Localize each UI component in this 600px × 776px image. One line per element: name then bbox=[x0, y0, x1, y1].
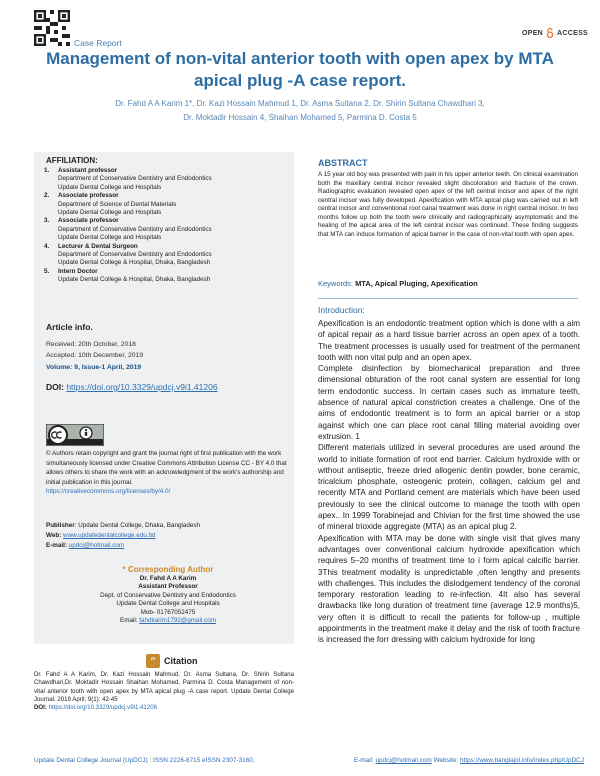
doi-link[interactable]: https://doi.org/10.3329/updcj.v9i1.41206 bbox=[66, 382, 218, 392]
citation-block bbox=[34, 671, 294, 712]
intro-paragraph: Complete disinfection by biomechanical preparation and three dimensional obturation of the root canal system are essential for long term endodontic success. In certain cases such as immature teeth, absence of natural apical constriction creates a challenge. One of the aims of endodontic treatment is to form an apical barrier or a stop against which one can place root canal filling material avoiding over extrusion. 1 bbox=[318, 364, 580, 441]
email-label: E-mail bbox=[46, 542, 65, 549]
author-list bbox=[110, 97, 490, 125]
citation-head: Citation bbox=[164, 656, 198, 666]
publisher-block: Publisher: Update Dental College, Dhaka, Bangladesh Web: www.updatedentalcollege.edu.bd E-mail: updcj@hotmail.com bbox=[46, 522, 201, 549]
doi-line bbox=[46, 382, 218, 392]
open-access-left: OPEN bbox=[522, 29, 544, 37]
publisher-email-link[interactable]: updcj@hotmail.com bbox=[68, 542, 125, 549]
open-access-badge bbox=[522, 28, 588, 38]
footer-email-link[interactable]: updcj@hotmail.com bbox=[375, 757, 432, 764]
introduction-head: Introduction: bbox=[318, 305, 365, 315]
article-info-title: Article info. bbox=[46, 322, 93, 332]
corr-email-label: Email: bbox=[120, 617, 140, 624]
copyright-notice bbox=[46, 449, 290, 497]
intro-paragraph: Different materials utilized in several procedures are used around the world to initiate formation of root end barrier. Calcium hydroxide with or without antiseptic, freeze dried allogenic dentin powder, bone ceramic, tricalcium phosphate, osteogenic protein, collagen, calcium gel and recently MTA and Portland cement are materials which have been used previously to see the clinical outcome to manage the tooth with open apex.. In 1999 Torabinejad and Chivian for the first time showed the use of mineral trioxide aggregate (MTA) as an apical plug 2. bbox=[318, 443, 580, 532]
intro-paragraph: Apexification is an endodontic treatment option which is done with a aim of apical repair as a hard tissue barrier across an open apex of a tooth. The treatment processes is usually used for treatment of the permanent tooth with non vital pulp and an open apex. bbox=[318, 319, 580, 362]
article-dates bbox=[46, 339, 143, 361]
license-link[interactable]: https://creativecommons.org/licenses/by/4.0/ bbox=[46, 488, 171, 495]
corresponding-author bbox=[46, 566, 290, 626]
paper-title: Management of non-vital anterior tooth with open apex by MTA apical plug -A case report. bbox=[46, 49, 554, 90]
web-label: Web bbox=[46, 532, 60, 539]
citation-quote-icon bbox=[146, 654, 160, 668]
affiliation-item: 4. Lecturer & Dental Surgeon Department of Conservative Dentistry and Endodontics Update Dental College & Hospital, Dhaka, Bangladesh bbox=[44, 242, 212, 267]
keywords-divider bbox=[318, 298, 578, 299]
volume-issue: Volume: 9, Issue-1 April, 2019 bbox=[46, 364, 142, 371]
corr-position: Assistant Professor bbox=[138, 583, 198, 590]
open-lock-icon bbox=[546, 28, 554, 38]
corr-college: Update Dental College and Hospitals bbox=[116, 600, 220, 607]
publisher-label: Publisher bbox=[46, 522, 75, 529]
corr-email-link[interactable]: fahdkarim1792@gmail.com bbox=[139, 617, 216, 624]
cc-by-license-icon bbox=[46, 424, 104, 446]
abstract-text: A 15 year old boy was presented with pain in his upper anterior teeth. On clinical examination both the maxillary central incisor revealed slight discoloration and fracture of the crown. Radiographic evaluation revealed open apex of the left central incisor and apex of the right central incisor was fully developed. Apexification with MTA apical plug was carried out in left central incisor and conventional root canal treatment was done in right central incisor. In two months follow up both the tooth were clinically and radiographically asymptomatic and the healing of the apical area of the left central incisor was continued. These finding suggests that MTA can induce formation of apical barrier in the case of non-vital tooth with open apex. bbox=[318, 171, 578, 238]
affiliation-item: 5. Intern Doctor Update Dental College & Hospital, Dhaka, Bangladesh bbox=[44, 267, 211, 284]
footer-website-link[interactable]: https://www.banglajol.info/index.php/UpDCJ bbox=[460, 757, 584, 764]
corr-mob: Mob- 01767052475 bbox=[140, 608, 196, 616]
affiliation-item: 2. Associate professor Department of Science of Dental Materials Update Dental College and Hospitals bbox=[44, 192, 177, 217]
keywords-list: MTA, Apical Pluging, Apexification bbox=[353, 279, 478, 288]
footer-journal: Update Dental College Journal (UpDCJ) : ISSN 2226-8715 eISSN 2307-3160, bbox=[34, 757, 255, 764]
page-footer bbox=[34, 757, 584, 764]
footer-email-label: E-mail: bbox=[353, 757, 376, 764]
corresponding-head: * Corresponding Author bbox=[122, 565, 214, 574]
affiliation-item: 1. Assistant professor Department of Conservative Dentistry and Endodontics Update Dental College and Hospitals bbox=[44, 167, 212, 191]
footer-website-label: Website: bbox=[431, 757, 461, 764]
copyright-text: © Authors retain copyright and grant the journal right of first publication with the work simultaneously licensed under Creative Commons Attribution License CC - BY 4.0 that allows others to share the work with an acknowledgment of the work's authorship and initial publication in this journal. bbox=[46, 450, 287, 486]
authors-line-1: Dr. Fahd A A Karim 1*, Dr. Kazi Hossain Mahmud 1, Dr. Asma Sultana 2, Dr. Shirin Sultana Chawdhari 3, bbox=[115, 99, 485, 108]
affiliation-title: AFFILIATION: bbox=[46, 156, 98, 165]
affiliation-list bbox=[44, 167, 289, 285]
doi-label: DOI: bbox=[46, 382, 64, 392]
citation-doi-label: DOI: bbox=[34, 704, 49, 712]
authors-line-2: Dr. Moktadir Hossain 4, Shaihan Mohamed 5, Parmina D. Costa 5 bbox=[183, 113, 417, 122]
publisher-value: : Update Dental College, Dhaka, Bangladesh bbox=[74, 522, 201, 529]
corr-name: Dr. Fahd A A Karim bbox=[139, 574, 197, 582]
introduction-body bbox=[318, 318, 580, 646]
qr-code-icon bbox=[34, 10, 70, 46]
article-type: Case Report bbox=[74, 38, 122, 48]
corr-dept: Dept. of Conservative Dentistry and Endodontics bbox=[100, 591, 236, 599]
citation-doi-link[interactable]: https://doi.org/10.3329/updcj.v9i1.41206 bbox=[48, 704, 157, 712]
keywords-label: Keywords: bbox=[318, 279, 354, 288]
web-link[interactable]: www.updatedentalcollege.edu.bd bbox=[63, 532, 156, 539]
accepted-date: Accepted: 10th December, 2019 bbox=[46, 352, 144, 359]
open-access-right: ACCESS bbox=[557, 29, 589, 37]
keywords bbox=[318, 279, 478, 288]
received-date: Received: 20th October, 2018 bbox=[46, 341, 136, 348]
affiliation-item: 3. Associate professor Department of Conservative Dentistry and Endodontics Update Dental College and Hospitals bbox=[44, 217, 212, 242]
svg-text:“: “ bbox=[149, 655, 157, 668]
intro-paragraph: Apexification with MTA may be done with single visit that gives many advantages over conventional calcium hydroxide apexification which requires 5–20 months of treatment time to i form apical calcific barrier. 3This treatment modality is unpredictable ,often lengthy and presents with challenges. This includes the dislodgement tendency of the coronal temporary restoration leading to re-infection. 4It also has several drawbacks like long duration of treatment time (average 12.9 months)5, very often it is difficult to recall the patients for follow-up , multiple appointments in the treatment make it delay and the risk of tooth fracture is increased the forr dressing with calcium hydroxide for long bbox=[318, 533, 580, 645]
citation-text: Dr. Fahd A A Karim, Dr. Kazi Hossain Mahmud, Dr. Asma Sultana, Dr. Shirin Sultana Chawdhari,Dr. Moktadir Hossain Shaihan Mohamed, Parmina D. Costa Management of non-vital anterior tooth with open apex by MTA apical plug -A case report. Update Dental College Journal. 2019 April; 9(1): 42-45 bbox=[34, 671, 294, 703]
abstract-head: ABSTRACT bbox=[318, 158, 368, 168]
